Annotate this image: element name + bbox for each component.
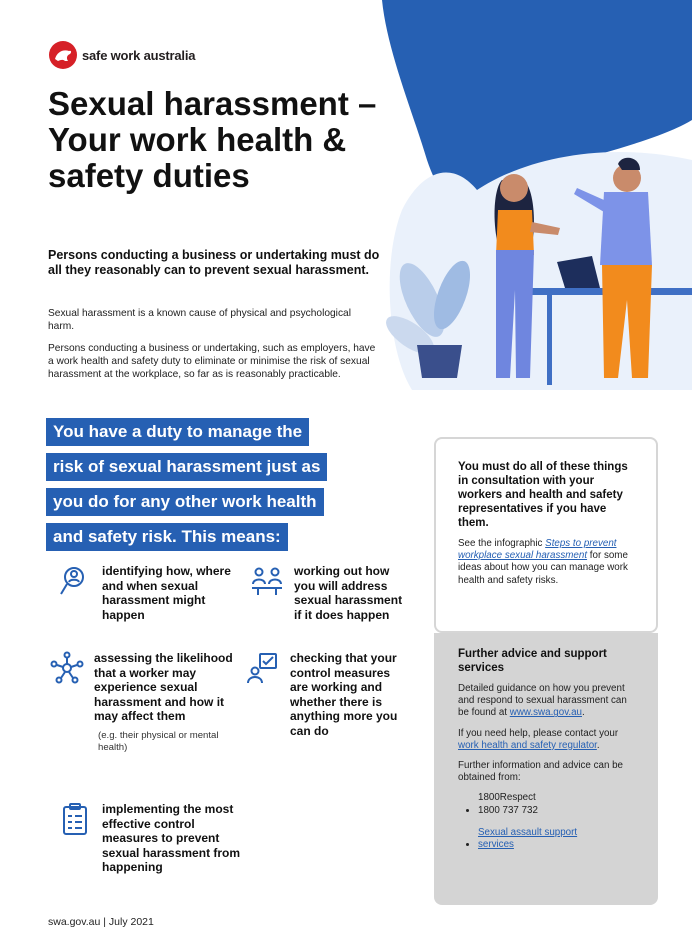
- duty-heading-line: you do for any other work health: [46, 488, 324, 516]
- duty-heading-line: and safety risk. This means:: [46, 523, 288, 551]
- advice-paragraph: Further information and advice can be obtained from:: [458, 760, 624, 784]
- swa-website-link[interactable]: www.swa.gov.au: [509, 707, 582, 719]
- brand-logo: [48, 40, 195, 70]
- duty-item-text: checking that your control measures are working and whether there is anything more you can do: [290, 651, 398, 738]
- consultation-box-content: [458, 460, 638, 595]
- intro-paragraph: Sexual harassment is a known cause of physical and psychological harm.: [48, 308, 351, 332]
- consultation-text-end: for some ideas about how you can manage work health and safety risks.: [458, 550, 628, 586]
- advice-text: If you need help, please contact your: [458, 727, 619, 739]
- duty-item-identify: [58, 564, 238, 622]
- duty-item-text: implementing the most effective control measures to prevent sexual harassment from happening: [102, 802, 241, 875]
- consultation-heading: You must do all of these things in consultation with your workers and health and safety representatives if you have them.: [458, 461, 628, 529]
- advice-paragraph: [458, 683, 638, 720]
- kangaroo-logo-icon: [48, 40, 78, 70]
- advice-box-content: [458, 647, 638, 861]
- footer-text: swa.gov.au | July 2021: [48, 916, 154, 928]
- list-item: [478, 792, 638, 816]
- intro-paragraph: Persons conducting a business or undertaking, such as employers, have a work health and safety duty to eliminate or minimise the risk of sexual harassment at the workplace, so far as is reasonably practicable.: [48, 343, 376, 380]
- advice-text: .: [596, 739, 600, 751]
- advice-paragraph: [458, 728, 638, 752]
- duty-item-implement: [58, 802, 243, 875]
- advice-text: Detailed guidance on how you prevent and respond to sexual harassment can be found at: [458, 683, 627, 719]
- duty-item-body: [94, 651, 240, 754]
- advice-box: [434, 633, 658, 905]
- duty-item-text: identifying how, where and when sexual harassment might happen: [102, 564, 231, 622]
- page-title: Sexual harassment – Your work health & safety duties: [48, 85, 377, 194]
- duty-item-text: assessing the likelihood that a worker may experience sexual harassment and how it may affect them: [94, 651, 233, 724]
- support-list: [458, 792, 638, 851]
- people-network-icon: [50, 651, 84, 685]
- respect-line-contact: 1800Respect 1800 737 732: [478, 792, 538, 816]
- duty-item-text: working out how you will address sexual harassment if it does happen: [294, 564, 403, 622]
- consultation-text: [458, 538, 638, 587]
- duty-item-note: (e.g. their physical or mental health): [98, 729, 219, 753]
- hero-illustration: [382, 0, 692, 390]
- duty-heading: [46, 418, 386, 558]
- infographic-link[interactable]: Steps to prevent workplace sexual harassment: [458, 538, 617, 562]
- duty-item-check: [246, 651, 411, 739]
- sexual-assault-services-link[interactable]: Sexual assault support services: [478, 826, 578, 851]
- regulator-link[interactable]: work health and safety regulator: [458, 739, 597, 751]
- meeting-people-icon: [250, 564, 284, 598]
- duty-item-assess: [50, 651, 240, 754]
- lead-paragraph: Persons conducting a business or undertaking must do all they reasonably can to prevent sexual harassment.: [48, 248, 380, 277]
- duty-heading-line: risk of sexual harassment just as: [46, 453, 327, 481]
- consultation-text-start: See the infographic: [458, 538, 546, 549]
- advice-heading: Further advice and support services: [458, 648, 607, 674]
- duty-heading-line: You have a duty to manage the: [46, 418, 309, 446]
- brand-name: safe work australia: [82, 47, 196, 63]
- checklist-person-icon: [246, 651, 280, 685]
- consultation-box: [434, 437, 658, 633]
- magnifier-person-icon: [58, 564, 92, 598]
- advice-text: .: [582, 707, 585, 719]
- list-item: [478, 827, 638, 851]
- clipboard-icon: [58, 802, 92, 836]
- duty-item-work-out: [250, 564, 410, 622]
